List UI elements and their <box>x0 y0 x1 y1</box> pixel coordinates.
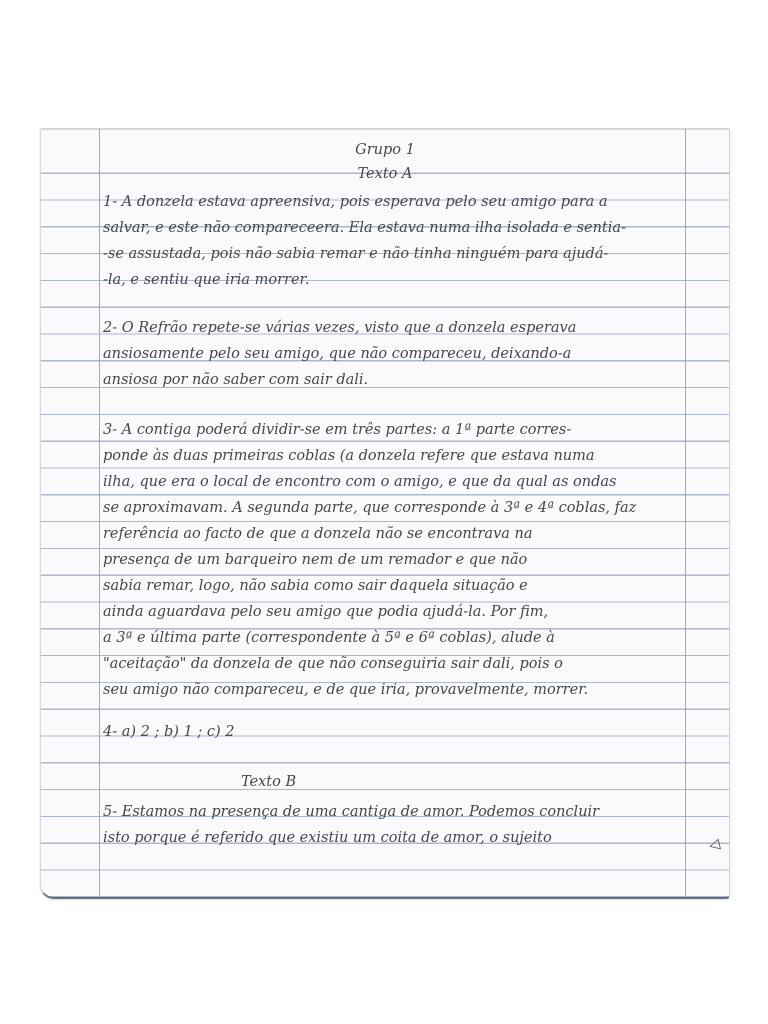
text-a-title: Texto A <box>357 166 413 182</box>
answer-1-line: -se assustada, pois não sabia remar e não tinha ninguém para ajudá- <box>103 246 609 262</box>
answer-4: 4- a) 2 ; b) 1 ; c) 2 <box>103 724 235 740</box>
answer-3-line: "aceitação" da donzela de que não conseguiria sair dali, pois o <box>103 656 563 672</box>
answer-3-line: ponde às duas primeiras coblas (a donzela refere que estava numa <box>103 448 595 464</box>
answer-3-line: a 3ª e última parte (correspondente à 5ª e 6ª coblas), alude à <box>103 630 555 646</box>
answer-1-line: 1- A donzela estava apreensiva, pois esperava pelo seu amigo para a <box>103 194 608 210</box>
answer-3-line: ilha, que era o local de encontro com o amigo, e que da qual as ondas <box>103 474 617 490</box>
answer-3-line: se aproximavam. A segunda parte, que corresponde à 3ª e 4ª coblas, faz <box>103 500 637 516</box>
answer-3-line: 3- A contiga poderá dividir-se em três partes: a 1ª parte corres- <box>103 422 572 438</box>
answer-3-line: seu amigo não compareceu, e de que iria, provavelmente, morrer. <box>103 682 589 698</box>
answer-3-line: referência ao facto de que a donzela não se encontrava na <box>103 526 533 542</box>
answer-2-line: ansiosamente pelo seu amigo, que não compareceu, deixando-a <box>103 346 572 362</box>
answer-3-line: sabia remar, logo, não sabia como sair daquela situação e <box>103 578 528 594</box>
notebook-page <box>40 128 730 899</box>
page-turn-arrow-icon: ◁ <box>707 835 722 855</box>
answer-2-line: 2- O Refrão repete-se várias vezes, visto que a donzela esperava <box>103 320 577 336</box>
left-margin-line <box>99 129 100 897</box>
answer-3-line: presença de um barqueiro nem de um remador e que não <box>103 552 528 568</box>
answer-1-line: -la, e sentiu que iria morrer. <box>103 272 310 288</box>
group-heading: Grupo 1 <box>355 142 415 158</box>
answer-1-line: salvar, e este não compareceera. Ela estava numa ilha isolada e sentia- <box>103 220 626 236</box>
answer-3-line: ainda aguardava pelo seu amigo que podia ajudá-la. Por fim, <box>103 604 549 620</box>
answer-2-line: ansiosa por não saber com sair dali. <box>103 372 369 388</box>
answer-5-line: 5- Estamos na presença de uma cantiga de amor. Podemos concluir <box>103 804 600 820</box>
answer-5-line: isto porque é referido que existiu um coita de amor, o sujeito <box>103 830 552 846</box>
text-b-title: Texto B <box>241 774 297 790</box>
